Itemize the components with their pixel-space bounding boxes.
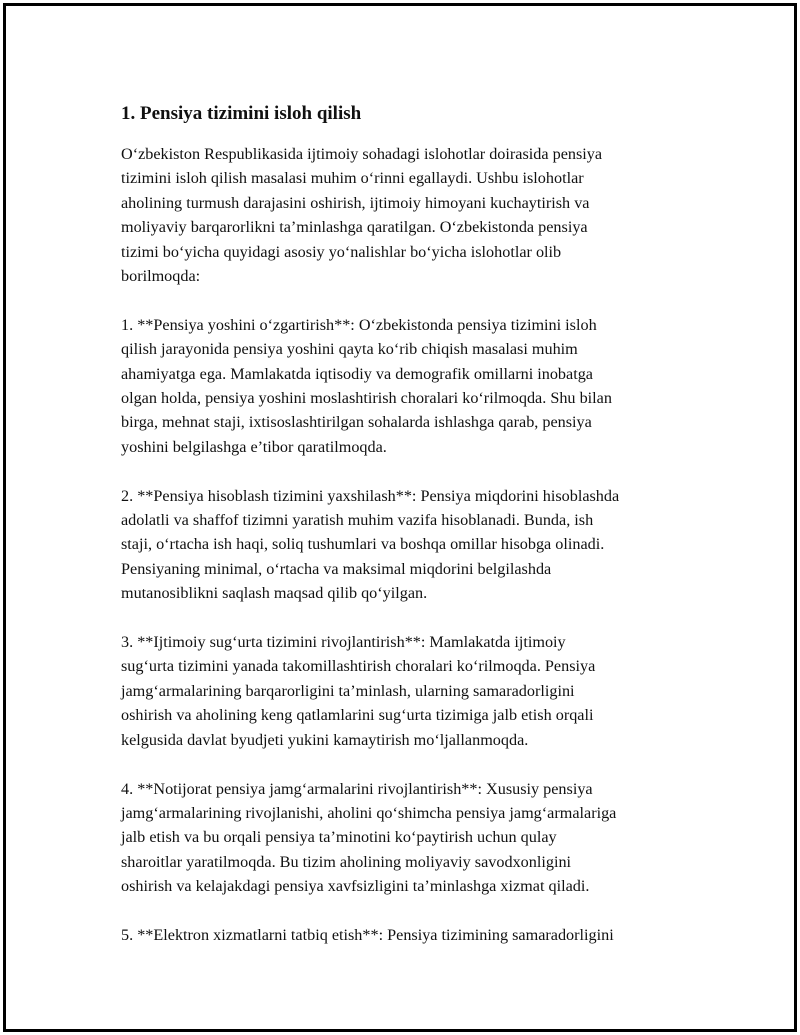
document-body (121, 96, 701, 972)
text-line: birga, mehnat staji, ixtisoslashtirilgan sohalarda ishlashga qarab, pensiya (121, 413, 592, 432)
section-heading: 1. Pensiya tizimini isloh qilish (121, 103, 362, 124)
list-item-5-paragraph (121, 923, 701, 947)
text-line: kelgusida davlat byudjeti yukini kamaytirish mo‘ljallanmoqda. (121, 730, 529, 749)
text-line: adolatli va shaffof tizimni yaratish muhim vazifa hisoblanadi. Bunda, ish (121, 511, 594, 530)
text-line: moliyaviy barqarorlikni ta’minlashga qaratilgan. O‘zbekistonda pensiya (121, 218, 588, 237)
text-line: aholining turmush darajasini oshirish, ijtimoiy himoyani kuchaytirish va (121, 193, 590, 212)
text-line: 4. **Notijorat pensiya jamg‘armalarini rivojlantirish**: Xususiy pensiya (121, 779, 593, 798)
text-line: tizimini isloh qilish masalasi muhim o‘rinni egallaydi. Ushbu islohotlar (121, 169, 584, 188)
page-frame (3, 3, 797, 1032)
text-line: 2. **Pensiya hisoblash tizimini yaxshilash**: Pensiya miqdorini hisoblashda (121, 486, 620, 505)
text-line: 1. **Pensiya yoshini o‘zgartirish**: O‘zbekistonda pensiya tizimini isloh (121, 315, 597, 334)
list-item-3-paragraph (121, 630, 701, 752)
text-line: olgan holda, pensiya yoshini moslashtirish choralari ko‘rilmoqda. Shu bilan (121, 389, 612, 408)
text-line: oshirish va aholining keng qatlamlarini sug‘urta tizimiga jalb etish orqali (121, 706, 594, 725)
text-line: tizimi bo‘yicha quyidagi asosiy yo‘nalishlar bo‘yicha islohotlar olib (121, 242, 562, 261)
text-line: jamg‘armalarining barqarorligini ta’minlash, ularning samaradorligini (121, 681, 575, 700)
text-line: borilmoqda: (121, 267, 201, 286)
text-line: O‘zbekiston Respublikasida ijtimoiy sohadagi islohotlar doirasida pensiya (121, 145, 603, 163)
text-line: ahamiyatga ega. Mamlakatda iqtisodiy va demografik omillarni inobatga (121, 364, 593, 383)
text-line: jamg‘armalarining rivojlanishi, aholini qo‘shimcha pensiya jamg‘armalariga (121, 803, 617, 822)
text-line: mutanosiblikni saqlash maqsad qilib qo‘yilgan. (121, 584, 428, 603)
intro-paragraph (121, 142, 701, 288)
text-line: 3. **Ijtimoiy sug‘urta tizimini rivojlantirish**: Mamlakatda ijtimoiy (121, 633, 566, 652)
text-line: oshirish va kelajakdagi pensiya xavfsizligini ta’minlashga xizmat qiladi. (121, 877, 590, 896)
text-line: sharoitlar yaratilmoqda. Bu tizim aholining moliyaviy savodxonligini (121, 852, 572, 871)
text-line: qilish jarayonida pensiya yoshini qayta ko‘rib chiqish masalasi muhim (121, 340, 578, 359)
list-item-4-paragraph (121, 777, 701, 899)
text-line: jalb etish va bu orqali pensiya ta’minotini ko‘paytirish uchun qulay (121, 828, 557, 847)
text-line: sug‘urta tizimini yanada takomillashtirish choralari ko‘rilmoqda. Pensiya (121, 657, 596, 676)
text-line: yoshini belgilashga e’tibor qaratilmoqda. (121, 437, 387, 456)
text-line: 5. **Elektron xizmatlarni tatbiq etish**: Pensiya tizimining samaradorligini (121, 925, 614, 944)
list-item-1-paragraph (121, 313, 701, 459)
list-item-2-paragraph (121, 484, 701, 606)
text-line: staji, o‘rtacha ish haqi, soliq tushumlari va boshqa omillar hisobga olinadi. (121, 535, 605, 554)
text-line: Pensiyaning minimal, o‘rtacha va maksimal miqdorini belgilashda (121, 559, 552, 578)
